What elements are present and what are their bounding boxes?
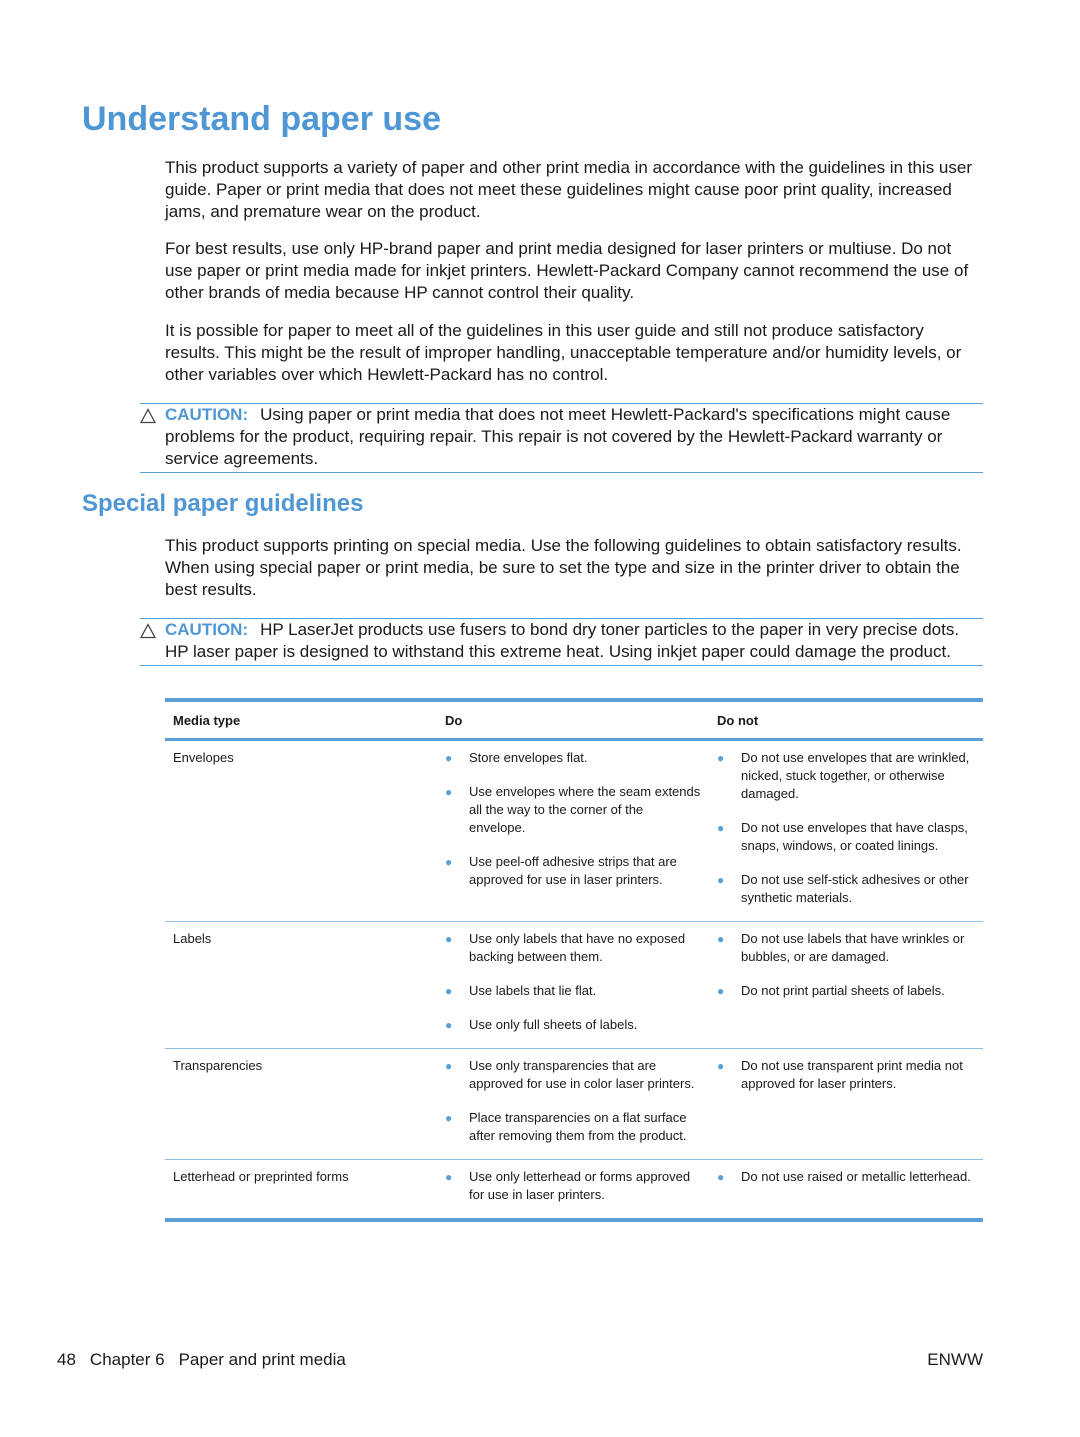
- bullet-icon: ●: [445, 932, 453, 946]
- media-type-cell: Transparencies: [173, 1058, 263, 1073]
- bullet-text: Use labels that lie flat.: [469, 983, 597, 998]
- bullet-item: [445, 853, 709, 889]
- caution-box-1: [140, 403, 983, 473]
- caution-triangle-icon: [140, 623, 156, 639]
- chapter-title: Paper and print media: [178, 1350, 346, 1369]
- do-cell: [437, 749, 709, 907]
- bullet-icon: ●: [445, 751, 453, 765]
- bullet-item: [717, 930, 983, 966]
- section-title: Special paper guidelines: [82, 490, 364, 517]
- bullet-item: [717, 871, 983, 907]
- caution-label: CAUTION:: [165, 405, 249, 424]
- header-do: Do: [445, 712, 463, 728]
- table-row: [165, 922, 983, 1049]
- intro-paragraph-3: It is possible for paper to meet all of the guidelines in this user guide and still not produce satisfactory results. This might be the result of improper handling, unacceptable temperature and/or humidity levels, or other variables over which Hewlett-Packard has no control.: [165, 321, 962, 384]
- bullet-item: [445, 982, 709, 1000]
- bullet-text: Use only full sheets of labels.: [469, 1017, 638, 1032]
- intro-paragraph-2: For best results, use only HP-brand paper and print media designed for laser printers or multiuse. Do not use paper or print media made for inkjet printers. Hewlett-Packard Company cannot recommend the use of other brands of media because HP cannot control their quality.: [165, 239, 969, 302]
- caution-text: Using paper or print media that does not meet Hewlett-Packard's specifications might cause problems for the product, requiring repair. This repair is not covered by the Hewlett-Packard warranty or service agreements.: [165, 405, 951, 468]
- bullet-item: [445, 1057, 709, 1093]
- bullet-item: [445, 1168, 709, 1204]
- bullet-text: Do not use envelopes that have clasps, snaps, windows, or coated linings.: [741, 820, 968, 853]
- page-footer: [57, 1350, 983, 1370]
- bullet-icon: ●: [717, 873, 725, 887]
- bullet-text: Do not use transparent print media not approved for laser printers.: [741, 1058, 963, 1091]
- table-row: [165, 1049, 983, 1160]
- bullet-icon: ●: [717, 821, 725, 835]
- media-guidelines-table: [165, 698, 983, 1222]
- intro-paragraph-1: This product supports a variety of paper and other print media in accordance with the guidelines in this user guide. Paper or print media that does not meet these guidelines might cause poor print quality, increased jams, and premature wear on the product.: [165, 158, 973, 221]
- bullet-icon: ●: [445, 1059, 453, 1073]
- page-number: 48: [57, 1350, 76, 1369]
- do-cell: [437, 1168, 709, 1204]
- chapter-label: Chapter 6: [89, 1350, 165, 1369]
- do-not-cell: [709, 749, 983, 907]
- bullet-icon: ●: [445, 984, 453, 998]
- bullet-icon: ●: [717, 751, 725, 765]
- bullet-text: Use envelopes where the seam extends all the way to the corner of the envelope.: [469, 784, 701, 835]
- section-paragraph: This product supports printing on special media. Use the following guidelines to obtain satisfactory results. When using special paper or print media, be sure to set the type and size in the printer driver to obtain the best results.: [165, 536, 962, 599]
- do-cell: [437, 930, 709, 1034]
- page-title: Understand paper use: [82, 100, 441, 138]
- do-cell: [437, 1057, 709, 1145]
- do-not-cell: [709, 930, 983, 1034]
- bullet-icon: ●: [445, 785, 453, 799]
- caution-box-2: [140, 618, 983, 666]
- do-not-cell: [709, 1057, 983, 1145]
- bullet-icon: ●: [445, 1111, 453, 1125]
- caution-label: CAUTION:: [165, 620, 249, 639]
- header-do-not: Do not: [717, 712, 759, 728]
- bullet-text: Do not use envelopes that are wrinkled, nicked, stuck together, or otherwise damaged.: [741, 750, 970, 801]
- bullet-item: [445, 1109, 709, 1145]
- do-not-cell: [709, 1168, 983, 1204]
- bullet-item: [717, 982, 983, 1000]
- table-row: [165, 741, 983, 922]
- bullet-icon: ●: [717, 1170, 725, 1184]
- bullet-text: Do not use self-stick adhesives or other synthetic materials.: [741, 872, 969, 905]
- bullet-item: [445, 930, 709, 966]
- footer-locale: ENWW: [927, 1350, 983, 1369]
- media-type-cell: Envelopes: [173, 750, 234, 765]
- media-type-cell: Letterhead or preprinted forms: [173, 1169, 349, 1184]
- bullet-text: Use only labels that have no exposed backing between them.: [469, 931, 686, 964]
- table-body: [165, 741, 983, 1218]
- header-media-type: Media type: [173, 712, 241, 728]
- bullet-item: [445, 749, 709, 767]
- bullet-text: Use peel-off adhesive strips that are approved for use in laser printers.: [469, 854, 677, 887]
- bullet-text: Store envelopes flat.: [469, 750, 588, 765]
- bullet-icon: ●: [717, 932, 725, 946]
- bullet-text: Place transparencies on a flat surface after removing them from the product.: [469, 1110, 687, 1143]
- bullet-icon: ●: [445, 1018, 453, 1032]
- caution-triangle-icon: [140, 408, 156, 424]
- bullet-icon: ●: [445, 1170, 453, 1184]
- bullet-item: [445, 1016, 709, 1034]
- bullet-text: Do not use labels that have wrinkles or bubbles, or are damaged.: [741, 931, 965, 964]
- caution-text: HP LaserJet products use fusers to bond dry toner particles to the paper in very precise dots. HP laser paper is designed to withstand this extreme heat. Using inkjet paper could damage the product.: [165, 620, 960, 661]
- bullet-text: Use only letterhead or forms approved for use in laser printers.: [469, 1169, 691, 1202]
- bullet-item: [445, 783, 709, 837]
- bullet-text: Do not print partial sheets of labels.: [741, 983, 945, 998]
- bullet-icon: ●: [717, 1059, 725, 1073]
- bullet-icon: ●: [717, 984, 725, 998]
- bullet-item: [717, 819, 983, 855]
- bullet-item: [717, 749, 983, 803]
- bullet-icon: ●: [445, 855, 453, 869]
- bullet-text: Use only transparencies that are approved for use in color laser printers.: [469, 1058, 695, 1091]
- media-type-cell: Labels: [173, 931, 212, 946]
- table-row: [165, 1160, 983, 1218]
- bullet-item: [717, 1057, 983, 1093]
- table-header: [165, 702, 983, 741]
- bullet-text: Do not use raised or metallic letterhead.: [741, 1169, 971, 1184]
- bullet-item: [717, 1168, 983, 1186]
